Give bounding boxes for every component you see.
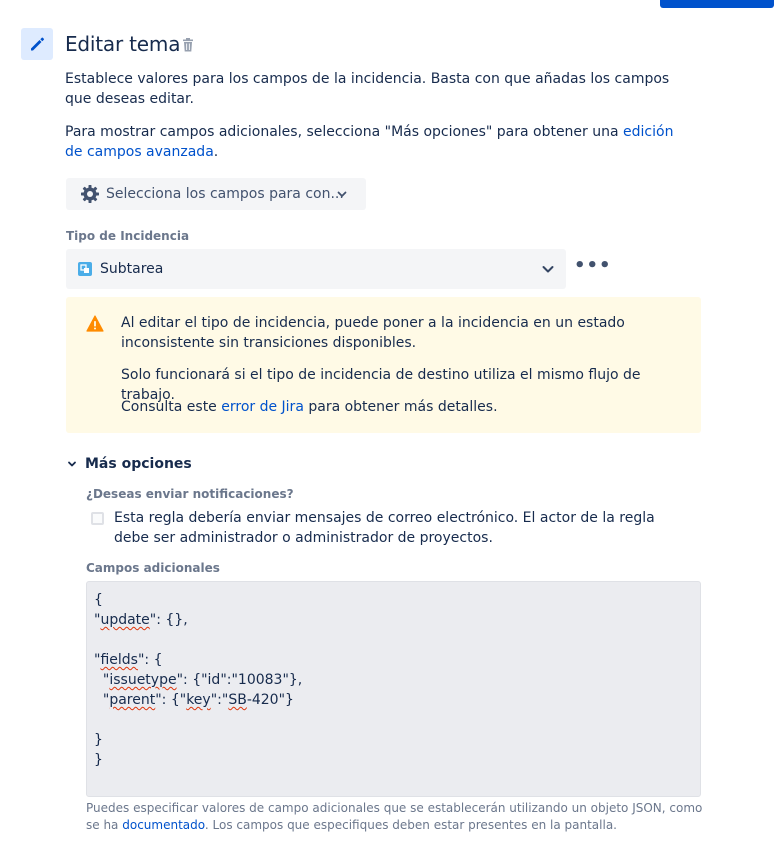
warning-line-1: Al editar el tipo de incidencia, puede poner a la incidencia en un estado inconsistente sin transiciones disponibles. bbox=[121, 315, 625, 351]
send-notifications-checkbox[interactable] bbox=[91, 512, 104, 525]
top-primary-button[interactable] bbox=[660, 0, 774, 8]
json-line: "fields": { bbox=[94, 652, 163, 668]
field-selector-label: Selecciona los campos para con... bbox=[106, 186, 344, 202]
intro-text: Establece valores para los campos de la incidencia. Basta con que añadas los campos que deseas editar. bbox=[65, 71, 670, 107]
issue-type-label: Tipo de Incidencia bbox=[66, 229, 190, 243]
chevron-down-icon bbox=[540, 261, 556, 277]
notifications-label: ¿Deseas enviar notificaciones? bbox=[86, 487, 294, 501]
jira-bug-link[interactable]: error de Jira bbox=[221, 399, 304, 415]
json-line: "issuetype": {"id":"10083"}, bbox=[94, 672, 303, 688]
json-line: } bbox=[94, 732, 103, 748]
pencil-icon bbox=[28, 35, 46, 53]
page-title: Editar tema bbox=[65, 32, 181, 56]
warning-line-3: Consulta este error de Jira para obtener más detalles. bbox=[121, 399, 498, 415]
more-options-label: Más opciones bbox=[85, 456, 192, 472]
more-options-toggle[interactable] bbox=[67, 456, 192, 472]
gear-icon bbox=[80, 184, 100, 204]
advanced-editing-link[interactable]: edición de campos avanzada bbox=[65, 124, 674, 160]
trash-icon[interactable] bbox=[182, 38, 194, 52]
warning-banner bbox=[66, 297, 701, 433]
json-line: } bbox=[94, 752, 103, 768]
warning-line-2: Solo funcionará si el tipo de incidencia de destino utiliza el mismo flujo de trabajo. bbox=[121, 367, 641, 403]
issue-type-select[interactable] bbox=[66, 249, 566, 289]
json-line bbox=[94, 710, 693, 730]
json-line: "parent": {"key":"SB-420"} bbox=[94, 692, 294, 708]
json-line: { bbox=[94, 592, 103, 608]
field-selector-dropdown[interactable] bbox=[66, 178, 366, 210]
additional-fields-label: Campos adicionales bbox=[86, 561, 220, 575]
json-line bbox=[94, 630, 693, 650]
chevron-down-icon bbox=[67, 459, 77, 469]
edit-icon-box bbox=[21, 28, 53, 60]
issue-type-value: Subtarea bbox=[100, 261, 164, 277]
more-options-hint: Para mostrar campos adicionales, selecciona "Más opciones" para obtener una edición de campos avanzada. bbox=[65, 124, 674, 160]
json-help-text: Puedes especificar valores de campo adicionales que se establecerán utilizando un objeto JSON, como se ha documentado. Los campos que especifiques deben estar presentes en la pantalla. bbox=[86, 801, 703, 832]
subtask-icon bbox=[78, 262, 92, 276]
warning-icon bbox=[86, 315, 104, 336]
more-actions-icon[interactable]: ••• bbox=[574, 255, 612, 276]
json-line: "update": {}, bbox=[94, 612, 188, 628]
additional-fields-json-editor[interactable] bbox=[86, 581, 701, 797]
documented-link[interactable]: documentado bbox=[122, 818, 205, 832]
notifications-description: Esta regla debería enviar mensajes de correo electrónico. El actor de la regla debe ser administrador o administrador de proyectos. bbox=[114, 510, 655, 546]
chevron-down-icon bbox=[334, 186, 350, 202]
